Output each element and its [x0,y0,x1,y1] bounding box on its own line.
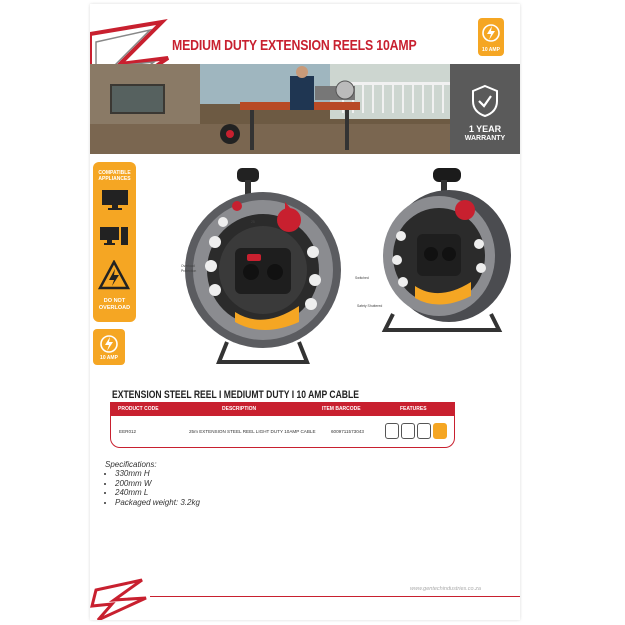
feature-computer-icon [417,423,431,439]
spec-item: • 240mm L [115,488,200,497]
feature-warranty-icon [385,423,399,439]
specs-heading: Specifications: [105,460,157,469]
compatible-label-2: APPLIANCES [98,176,131,182]
amp-badge-top [478,18,504,56]
spec-item: • 200mm W [115,479,200,488]
cell-description: 25m EXTENSION STEEL REEL LIGHT DUTY 10AMP CABLE [189,429,316,434]
feature-amp-icon [433,423,447,439]
specs-list [105,469,200,507]
warranty-label: WARRANTY [464,135,506,142]
lightning-icon [478,20,504,48]
warranty-panel [450,64,520,154]
footer-url: www.gentechindustries.co.za [410,586,481,592]
table-row [110,416,455,448]
callout-safety-shuttered: Safety Shuttered [357,304,383,308]
cell-barcode: 6009711573043 [331,429,364,434]
warning-label-2: OVERLOAD [98,305,131,311]
desktop-computer-icon [98,224,130,250]
amp-badge-label: 10 AMP [100,355,118,361]
header-description: DESCRIPTION [222,406,257,412]
warning-label-1: DO NOT [103,298,126,304]
shield-check-icon [470,84,500,118]
header-item-barcode: ITEM BARCODE [322,406,361,412]
extension-reel-front-image [175,162,375,372]
monitor-icon [100,188,130,212]
reel-length-label: 25 [251,220,255,224]
spec-item: • 330mm H [115,469,200,478]
electric-warning-icon [98,260,130,290]
amp-badge-label: 10 AMP [482,47,500,53]
cell-product-code: EER012 [119,429,137,434]
compatible-appliances-panel [93,162,136,322]
brand-bolt-logo-bottom [90,574,160,620]
header-features: FEATURES [400,406,427,412]
header-product-code: PRODUCT CODE [118,406,159,412]
spec-item: • Packaged weight: 3.2kg [115,498,200,507]
product-sheet [90,4,520,620]
amp-badge-side [93,329,125,365]
specifications [105,460,200,507]
feature-monitor-icon [401,423,415,439]
section-title: EXTENSION STEEL REEL I MEDIUMT DUTY I 10 AMP CABLE [112,389,359,401]
warranty-years: 1 YEAR [468,124,502,134]
callout-switched: Switched [355,276,369,280]
compatible-label-1: COMPATIBLE [98,170,131,176]
callout-overload: Overload [181,264,195,268]
page-title: MEDIUM DUTY EXTENSION REELS 10AMP [172,37,417,54]
product-images [145,162,515,372]
callout-protection: Protection [181,269,197,273]
table-header [110,402,455,416]
footer-divider [150,596,520,597]
extension-reel-angle-image [375,164,515,334]
